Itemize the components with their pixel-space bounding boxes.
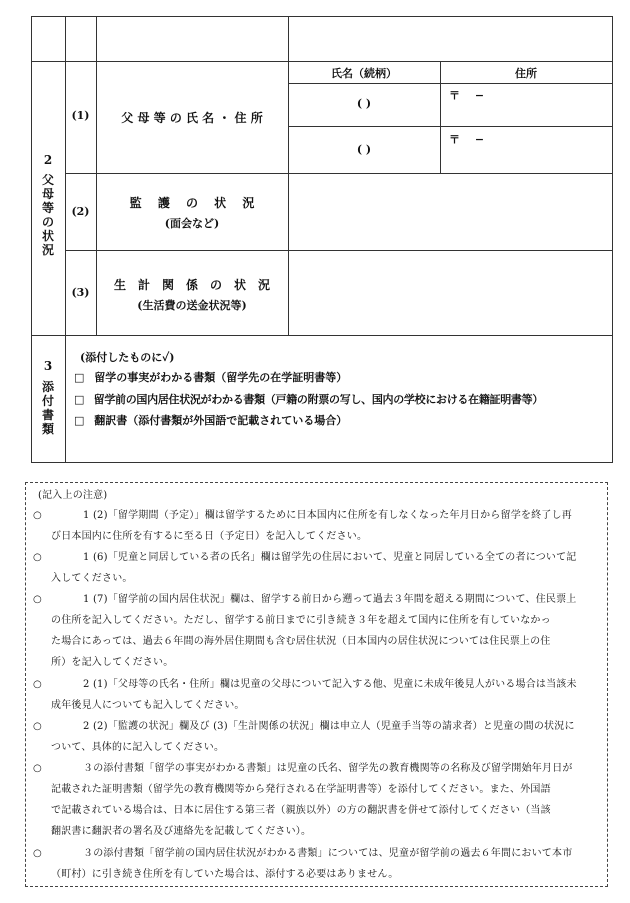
section3-number: 3 (43, 359, 53, 373)
note-line: の住所を記入してください。ただし、留学する前日までに引き続き３年を超えて国内に住所を有していなかっ (51, 615, 551, 626)
parent2-postal-field[interactable]: 〒 − (449, 133, 485, 146)
parent2-relation-field[interactable]: ( ) (356, 143, 372, 156)
note-bullet-icon: ○ (33, 721, 42, 732)
parent1-postal-field[interactable]: 〒 − (449, 89, 485, 102)
item2-number: (2) (71, 205, 90, 218)
note-line: 1 (7)「留学前の国内居住状況」欄は、留学する前日から遡って過去３年間を超える期間について、住民票上 (83, 594, 577, 605)
note-item (26, 843, 607, 887)
note-line: た場合にあっては、過去６年間の海外居住期間も含む居住状況（日本国内の居住状況については住民票上の住 (51, 636, 551, 647)
row-divider (288, 83, 613, 84)
note-bullet-icon: ○ (33, 594, 42, 605)
attachment-intro: (添付したものに✓) (80, 351, 175, 364)
section2-number: 2 (43, 153, 53, 167)
note-bullet-icon: ○ (33, 848, 42, 859)
item1-label: 父 母 等 の 氏 名 ・ 住 所 (121, 111, 263, 125)
note-line: ３の添付書類「留学前の国内居住状況がわかる書類」については、児童が留学前の過去６年間において本市 (83, 848, 573, 859)
note-line: 入してください。 (51, 573, 133, 584)
parent1-relation-field[interactable]: ( ) (356, 97, 372, 110)
note-bullet-icon: ○ (33, 552, 42, 563)
note-line: 翻訳書に翻訳者の署名及び連絡先を記載してください）。 (51, 826, 312, 837)
note-line: 成年後見人についても記入してください。 (51, 700, 245, 711)
address-column-header: 住所 (515, 67, 537, 80)
note-line: 記載された証明書類（留学先の教育機関等から発行される在学証明書等）を添付してください。また、外国語 (51, 784, 551, 795)
note-item (26, 674, 607, 718)
note-line: 1 (6)「児童と同居している者の氏名」欄は留学先の住居において、児童と同居している全ての者について記 (83, 552, 577, 563)
note-line: 2 (2)「監護の状況」欄及び (3)「生計関係の状況」欄は申立人（児童手当等の請求者）と児童の間の状況に (83, 721, 575, 732)
note-item (26, 758, 607, 846)
row-divider (31, 61, 613, 62)
notes-title: (記入上の注意) (38, 490, 108, 501)
item2-label-line1: 監 護 の 状 況 (129, 196, 255, 210)
item3-label-line1: 生 計 関 係 の 状 況 (113, 278, 270, 292)
attachment-item (74, 369, 347, 385)
item3-label-line2: (生活費の送金状況等) (137, 299, 247, 312)
row-divider (31, 335, 613, 336)
attachment-item (74, 391, 543, 407)
attachment-label: 留学前の国内居住状況がわかる書類（戸籍の附票の写し、国内の学校における在籍証明書等） (93, 393, 544, 406)
note-line: ３の添付書類「留学の事実がわかる書類」は児童の氏名、留学先の教育機関等の名称及び留学開始年月日が (83, 763, 573, 774)
attachment-checkbox[interactable]: □ (74, 414, 85, 427)
item1-number: (1) (71, 109, 90, 122)
note-bullet-icon: ○ (33, 510, 42, 521)
note-item (26, 716, 607, 760)
table-border-left (31, 16, 32, 463)
attachment-checkbox[interactable]: □ (74, 371, 85, 384)
item3-number: (3) (71, 286, 90, 299)
note-line: で記載されている場合は、日本に居住する第三者（親族以外）の方の翻訳書を併せて添付してください（当該 (51, 805, 551, 816)
table-border-bottom (31, 462, 613, 463)
col-divider (65, 335, 66, 463)
note-line: 1 (2)「留学期間（予定）」欄は留学するために日本国内に住所を有しなくなった年月日から留学を終了し再 (83, 510, 572, 521)
livelihood-status-field[interactable] (289, 251, 612, 335)
notes-box (25, 482, 608, 887)
custody-status-field[interactable] (289, 174, 612, 250)
note-line: び日本国内に住所を有するに至る日（予定日）を記入してください。 (51, 531, 368, 542)
note-bullet-icon: ○ (33, 679, 42, 690)
note-item (26, 547, 607, 591)
attachment-label: 翻訳書（添付書類が外国語で記載されている場合） (94, 414, 348, 427)
note-bullet-icon: ○ (33, 763, 42, 774)
note-item (26, 505, 607, 549)
previous-row-field[interactable] (289, 17, 612, 61)
attachment-item (74, 412, 347, 428)
attachment-label: 留学の事実がわかる書類（留学先の在学証明書等） (94, 371, 348, 384)
note-line: 2 (1)「父母等の氏名・住所」欄は児童の父母について記入する他、児童に未成年後見人がいる場合は当該未 (83, 679, 577, 690)
note-line: 所）を記入してください。 (51, 657, 174, 668)
note-item (26, 589, 607, 677)
attachment-checkbox[interactable]: □ (74, 393, 85, 406)
section2-label: 父 母 等 の 状 況 (41, 173, 54, 257)
note-line: ついて、具体的に記入してください。 (51, 742, 225, 753)
item2-label-line2: (面会など) (164, 217, 220, 230)
note-line: （町村）に引き続き住所を有していた場合は、添付する必要はありません。 (51, 869, 399, 880)
row-divider (288, 126, 613, 127)
section3-label: 添 付 書 類 (41, 380, 54, 436)
name-column-header: 氏名（続柄） (331, 67, 397, 80)
